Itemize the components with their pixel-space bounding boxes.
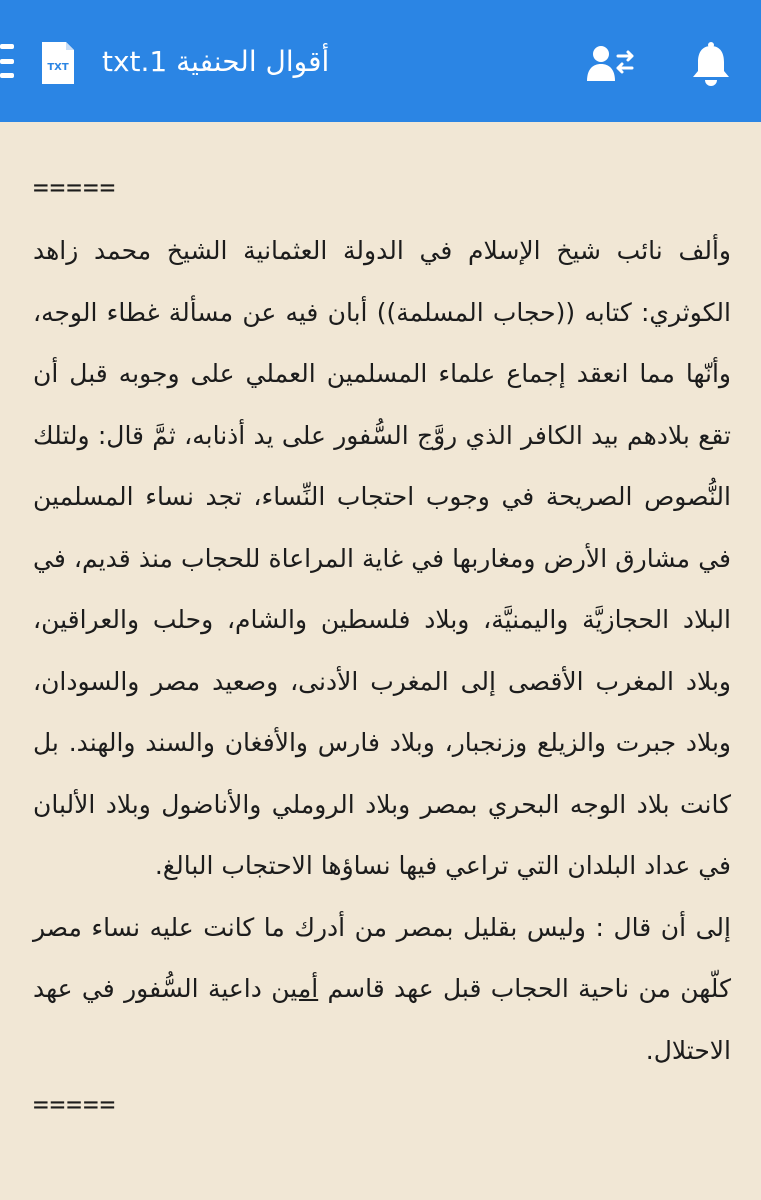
file-badge-text: TXT	[47, 62, 69, 73]
txt-file-icon	[40, 40, 76, 86]
document-title: أقوال الحنفية txt.1	[102, 45, 330, 78]
paragraph-2-start: إلى أن قال : وليس بقليل بمصر من أدرك ما كانت عليه نساء مصر كلّهن من ناحية الحجاب قبل عهد قاسم	[33, 912, 731, 1003]
paragraph-1: وألف نائب شيخ الإسلام في الدولة العثمانية الشيخ محمد زاهد الكوثري: كتابه ((حجاب المسلمة)) أبان فيه عن مسألة غطاء الوجه، وأنّها مما انعقد إجماع علماء المسلمين العملي على وجوبه قبل أن تقع بلادهم بيد الكافر الذي روَّج السُّفور على يد أذنابه، ثمَّ قال: ولتلك النُّصوص الصريحة في وجوب احتجاب النِّساء، تجد نساء المسلمين في مشارق الأرض ومغاربها في غاية المراعاة للحجاب منذ قديم، في البلاد الحجازيَّة واليمنيَّة، وبلاد فلسطين والشام، وحلب والعراقين، وبلاد المغرب الأقصى إلى المغرب الأدنى، وصعيد مصر والسودان، وبلاد جبرت والزيلع وزنجبار، وبلاد فارس والأفغان والسند والهند. بل كانت بلاد الوجه البحري بمصر وبلاد الروملي والأناضول وبلاد الألبان في عداد البلدان التي تراعي فيها نساؤها الاحتجاب البالغ.	[33, 236, 731, 880]
underlined-word: أمين	[271, 974, 319, 1003]
separator-bottom: =====	[33, 1090, 117, 1120]
menu-icon[interactable]	[0, 44, 14, 78]
paragraph-2-end: داعية السُّفور في عهد الاحتلال.	[33, 974, 731, 1065]
document-content	[33, 168, 731, 1125]
bell-icon[interactable]	[690, 40, 732, 86]
app-bar	[0, 0, 761, 122]
paragraph-2	[33, 897, 731, 1082]
user-switch-icon[interactable]	[585, 43, 635, 83]
separator-top: =====	[33, 173, 117, 203]
